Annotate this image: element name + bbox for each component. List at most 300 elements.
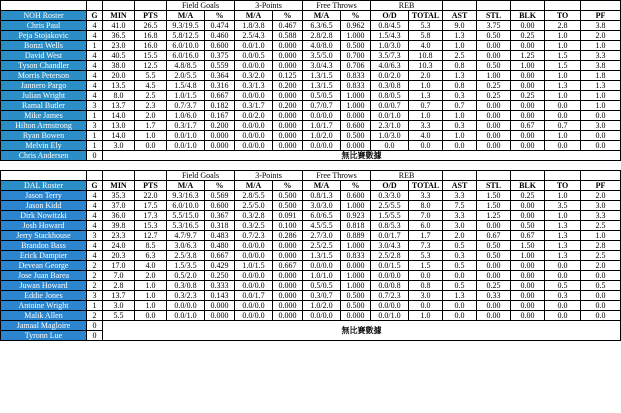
stat-cell: 8.0 (409, 201, 443, 211)
stat-cell: 0.0/0.0 (235, 61, 273, 71)
stat-cell: 0.7/3.7 (167, 101, 205, 111)
stat-cell: 10.3 (409, 61, 443, 71)
stat-cell: 4 (87, 211, 103, 221)
stat-cell: 0.0 (443, 271, 477, 281)
group-3-points: 3-Points (235, 171, 303, 181)
player-name: Jerry Stackhouse (1, 231, 87, 241)
stat-cell: 0.0 (545, 111, 581, 121)
column-header: M/A (167, 181, 205, 191)
stat-cell: 2.5 (581, 221, 621, 231)
stat-cell: 8.5 (135, 241, 167, 251)
stat-cell: 0.0/0.0 (303, 141, 341, 151)
column-header: % (273, 11, 303, 21)
column-header: TOTAL (409, 11, 443, 21)
column-header: M/A (235, 11, 273, 21)
player-name: Ryan Bowen (1, 131, 87, 141)
stat-cell: 3.0 (443, 221, 477, 231)
stat-cell: 0.3 (443, 91, 477, 101)
column-header: MIN (103, 11, 135, 21)
player-name: Morris Peterson (1, 71, 87, 81)
stat-cell: 3.0/4.3 (371, 241, 409, 251)
stat-cell: 0.00 (511, 201, 545, 211)
stat-cell: 2.3 (135, 101, 167, 111)
team-spacer (1, 161, 621, 171)
stat-cell: 0.67 (477, 231, 511, 241)
stat-cell: 0.8/0.5 (371, 91, 409, 101)
stat-cell: 0.0/1.0 (167, 141, 205, 151)
stat-cell: 1 (87, 131, 103, 141)
stat-cell: 3.0 (103, 141, 135, 151)
stat-cell: 1.3/1.5 (303, 81, 341, 91)
stat-cell: 1.5 (545, 51, 581, 61)
stat-cell: 1.25 (477, 211, 511, 221)
stat-cell: 1.000 (341, 281, 371, 291)
stat-cell: 3.5/7.3 (371, 51, 409, 61)
stat-cell: 4.5/5.5 (303, 221, 341, 231)
stat-cell: 2.8/2.8 (303, 31, 341, 41)
table-row (1, 81, 621, 91)
stat-cell: 1 (87, 141, 103, 151)
stat-cell: 0.500 (273, 201, 303, 211)
stat-cell: 0.00 (511, 21, 545, 31)
stat-cell: 24.0 (103, 241, 135, 251)
player-name: Dirk Nowitzki (1, 211, 87, 221)
column-header: % (273, 181, 303, 191)
stat-cell: 0.0 (135, 141, 167, 151)
stat-cell: 3.3 (443, 191, 477, 201)
column-header: AST (443, 181, 477, 191)
stat-cell: 36.5 (103, 31, 135, 41)
stat-cell: 2.8 (581, 241, 621, 251)
stat-cell: 0.500 (341, 41, 371, 51)
stat-cell: 0.286 (273, 231, 303, 241)
column-header: G (87, 11, 103, 21)
stat-cell: 0.5/0.5 (303, 91, 341, 101)
column-header-row (1, 181, 621, 191)
stat-cell: 0.167 (205, 111, 235, 121)
stat-cell: 39.8 (103, 221, 135, 231)
stat-cell: 4.8/8.5 (167, 61, 205, 71)
stat-cell: 13.5 (103, 81, 135, 91)
stat-cell: 0.0/1.5 (371, 261, 409, 271)
player-name: Malik Allen (1, 311, 87, 321)
stat-cell: 0.000 (273, 41, 303, 51)
stat-cell: 1.0 (545, 71, 581, 81)
stat-cell: 1.3/1.5 (303, 251, 341, 261)
stat-cell: 1.000 (341, 91, 371, 101)
stat-cell: 5.5 (135, 71, 167, 81)
stat-cell: 2.0 (409, 71, 443, 81)
stat-cell: 0.000 (273, 241, 303, 251)
stat-cell: 1.3/1.5 (303, 71, 341, 81)
games-cell: 0 (87, 321, 103, 331)
stat-cell: 0.600 (341, 121, 371, 131)
stat-cell: 10.8 (409, 51, 443, 61)
stat-cell: 0.923 (341, 211, 371, 221)
stat-cell: 0.3/0.7 (303, 291, 341, 301)
table-row (1, 251, 621, 261)
stat-cell: 1.7 (409, 231, 443, 241)
blank-cell (545, 1, 581, 11)
stat-cell: 1.0 (409, 111, 443, 121)
stat-cell: 17.5 (135, 201, 167, 211)
column-header: PF (581, 181, 621, 191)
stat-cell: 0.889 (341, 231, 371, 241)
stat-cell: 22.0 (135, 191, 167, 201)
stat-cell: 0.5 (581, 281, 621, 291)
stat-cell: 0.0 (545, 141, 581, 151)
stat-cell: 2.8 (103, 281, 135, 291)
blank-cell (511, 1, 545, 11)
player-name: Devean George (1, 261, 87, 271)
stat-cell: 0.0 (545, 101, 581, 111)
stat-cell: 2.5 (581, 251, 621, 261)
stat-cell: 0.0/2.0 (235, 111, 273, 121)
player-name: Juwan Howard (1, 281, 87, 291)
column-header: G (87, 181, 103, 191)
stat-cell: 0.000 (341, 261, 371, 271)
stat-cell: 0.000 (273, 281, 303, 291)
stat-cell: 0.7/2.3 (235, 231, 273, 241)
stat-cell: 1.0/1.5 (235, 261, 273, 271)
stat-cell: 0.000 (273, 61, 303, 71)
stat-cell: 0.50 (477, 241, 511, 251)
player-name: Eddie Jones (1, 291, 87, 301)
stat-cell: 3.0/6.3 (167, 241, 205, 251)
stat-cell: 5.3 (409, 21, 443, 31)
stat-cell: 0.0/1.0 (167, 311, 205, 321)
stat-cell: 0.25 (477, 281, 511, 291)
stat-cell: 1.0 (545, 211, 581, 221)
blank-cell (443, 171, 477, 181)
stat-cell: 0.200 (273, 101, 303, 111)
blank-cell (477, 171, 511, 181)
stat-cell: 3.5/5.0 (303, 51, 341, 61)
column-header: M/A (167, 11, 205, 21)
blank-cell (443, 1, 477, 11)
stat-cell: 1.3 (545, 221, 581, 231)
table-row (1, 221, 621, 231)
stat-cell: 1 (87, 301, 103, 311)
table-row (1, 71, 621, 81)
stat-cell: 2.8/5.5 (235, 191, 273, 201)
stat-cell: 9.0 (443, 21, 477, 31)
stat-cell: 0.000 (273, 291, 303, 301)
column-header: M/A (303, 11, 341, 21)
stat-cell: 7.0 (409, 211, 443, 221)
stat-cell: 0.000 (273, 111, 303, 121)
stat-cell: 1.3 (443, 291, 477, 301)
stat-cell: 0.00 (511, 81, 545, 91)
stat-cell: 6.3/6.5 (303, 21, 341, 31)
group-free-throws: Free Throws (303, 1, 371, 11)
stat-cell: 16.0 (135, 41, 167, 51)
stat-cell: 1.8/3.8 (235, 21, 273, 31)
table-row (1, 311, 621, 321)
stat-cell: 5.8/12.5 (167, 31, 205, 41)
stat-cell: 0.0 (371, 141, 409, 151)
stat-cell: 0.00 (477, 311, 511, 321)
stat-cell: 0.000 (205, 131, 235, 141)
stat-cell: 0.00 (511, 301, 545, 311)
player-name: Chris Paul (1, 21, 87, 31)
stat-cell: 1.0 (545, 131, 581, 141)
stat-cell: 0.0 (581, 301, 621, 311)
stat-cell: 4.0 (409, 41, 443, 51)
stat-cell: 1.0/1.0 (303, 271, 341, 281)
stat-cell: 1 (87, 41, 103, 51)
stat-cell: 0.3/0.8 (167, 281, 205, 291)
player-name: Melvin Ely (1, 141, 87, 151)
stat-cell: 3.5 (545, 201, 581, 211)
stat-cell: 3 (87, 121, 103, 131)
stat-cell: 0.50 (477, 61, 511, 71)
stat-cell: 1.50 (511, 241, 545, 251)
stat-cell: 1.3 (545, 81, 581, 91)
column-header: M/A (235, 181, 273, 191)
stat-cell: 0.7 (409, 101, 443, 111)
stat-cell: 4 (87, 221, 103, 231)
stat-cell: 2.7/3.0 (303, 231, 341, 241)
stat-cell: 6.0/10.0 (167, 201, 205, 211)
stat-cell: 1.8 (581, 71, 621, 81)
stat-cell: 13.7 (103, 291, 135, 301)
stat-cell: 0.8 (443, 61, 477, 71)
player-name: Bonzi Wells (1, 41, 87, 51)
stat-cell: 0.25 (477, 91, 511, 101)
no-game-data-label: 無比賽數據 (103, 151, 621, 161)
stat-cell: 1.0 (443, 131, 477, 141)
stat-cell: 0.7 (443, 101, 477, 111)
stat-cell: 2.5/5.0 (235, 201, 273, 211)
stat-cell: 0.000 (205, 301, 235, 311)
stat-cell: 0.200 (273, 81, 303, 91)
stat-cell: 0.0/0.0 (235, 271, 273, 281)
column-header: TO (545, 181, 581, 191)
table-row (1, 141, 621, 151)
player-name: Josh Howard (1, 221, 87, 231)
stat-cell: 0.25 (511, 191, 545, 201)
stat-cell: 1.50 (477, 191, 511, 201)
stat-cell: 0.316 (205, 81, 235, 91)
stat-cell: 4.0/6.3 (371, 61, 409, 71)
table-row (1, 91, 621, 101)
stat-cell: 0.0 (581, 141, 621, 151)
group-free-throws: Free Throws (303, 171, 371, 181)
stat-cell: 2.0 (581, 261, 621, 271)
stat-cell: 1.0 (581, 231, 621, 241)
stat-cell: 0.0/0.0 (371, 271, 409, 281)
column-header: % (205, 11, 235, 21)
stat-cell: 15.5 (135, 51, 167, 61)
stat-cell: 0.364 (205, 71, 235, 81)
table-row (1, 191, 621, 201)
stat-cell: 2 (87, 271, 103, 281)
blank-cell (87, 1, 103, 11)
stat-cell: 0.000 (273, 141, 303, 151)
stat-cell: 2.5/2.8 (371, 251, 409, 261)
stat-cell: 6.0/6.5 (303, 211, 341, 221)
stat-cell: 4.0/8.0 (303, 41, 341, 51)
stat-cell: 1.3 (443, 71, 477, 81)
stat-cell: 0.25 (511, 31, 545, 41)
player-name: Hilton Armstrong (1, 121, 87, 131)
stat-cell: 6.0 (409, 221, 443, 231)
stat-cell: 0.67 (511, 231, 545, 241)
stat-cell: 17.3 (135, 211, 167, 221)
stat-cell: 12.5 (135, 61, 167, 71)
stat-cell: 0.000 (341, 141, 371, 151)
stat-cell: 0.833 (341, 251, 371, 261)
stat-cell: 20.3 (103, 251, 135, 261)
stat-cell: 0.3 (443, 121, 477, 131)
column-header: BLK (511, 11, 545, 21)
stat-cell: 1.0/3.0 (371, 41, 409, 51)
stat-cell: 0.0 (545, 271, 581, 281)
player-name: Jason Kidd (1, 201, 87, 211)
stat-cell: 0.00 (511, 71, 545, 81)
blank-cell (103, 1, 135, 11)
stat-cell: 0.000 (273, 121, 303, 131)
stat-cell: 8.0 (103, 91, 135, 101)
player-name: Jose Juan Barea (1, 271, 87, 281)
stat-cell: 0.5/2.0 (167, 271, 205, 281)
stat-cell: 0.0/1.7 (235, 291, 273, 301)
stat-cell: 0.0/0.0 (167, 301, 205, 311)
stat-cell: 0.0/0.0 (235, 91, 273, 101)
stat-cell: 0.0 (545, 301, 581, 311)
player-name: Tyson Chandler (1, 61, 87, 71)
column-header-row (1, 11, 621, 21)
stat-cell: 13.7 (103, 101, 135, 111)
table-row (1, 301, 621, 311)
stat-cell: 0.833 (341, 71, 371, 81)
column-header: PTS (135, 11, 167, 21)
table-row (1, 31, 621, 41)
stat-cell: 12.7 (135, 231, 167, 241)
stat-cell: 0.000 (273, 51, 303, 61)
stat-cell: 1.0 (135, 291, 167, 301)
stat-cell: 1.000 (341, 241, 371, 251)
blank-cell (1, 1, 87, 11)
stat-cell: 0.000 (205, 141, 235, 151)
stat-cell: 41.0 (103, 21, 135, 31)
stat-cell: 35.3 (103, 191, 135, 201)
stat-cell: 2.0 (581, 31, 621, 41)
player-name: Mike James (1, 111, 87, 121)
stat-cell: 3.3 (581, 51, 621, 61)
column-header: % (341, 181, 371, 191)
stat-cell: 0.3/1.7 (167, 121, 205, 131)
stat-cell: 0.0 (545, 261, 581, 271)
stat-cell: 3.3 (581, 211, 621, 221)
stat-cell: 1.0 (135, 131, 167, 141)
stat-cell: 0.483 (205, 231, 235, 241)
stat-cell: 6.0/16.0 (167, 51, 205, 61)
stat-cell: 5.3 (409, 251, 443, 261)
stat-cell: 0.250 (205, 271, 235, 281)
stat-group-header-row (1, 1, 621, 11)
stat-cell: 0.00 (477, 51, 511, 61)
stat-cell: 0.00 (511, 261, 545, 271)
stat-cell: 3.0 (409, 291, 443, 301)
stat-cell: 0.0/1.0 (371, 311, 409, 321)
stat-cell: 0.0/0.7 (371, 101, 409, 111)
stat-cell: 0.00 (511, 311, 545, 321)
stat-cell: 0.0 (581, 111, 621, 121)
stat-cell: 7.3 (409, 241, 443, 251)
stat-cell: 3.3 (443, 211, 477, 221)
stat-cell: 1.00 (511, 61, 545, 71)
stat-cell: 0.0/0.5 (235, 51, 273, 61)
table-row (1, 261, 621, 271)
stat-cell: 0.3/2.8 (235, 211, 273, 221)
stat-cell: 4 (87, 91, 103, 101)
blank-cell (135, 171, 167, 181)
stat-cell: 1.7 (135, 121, 167, 131)
stat-cell: 1.5/4.3 (371, 31, 409, 41)
blank-cell (545, 171, 581, 181)
stat-cell: 0.0/0.0 (235, 251, 273, 261)
stat-cell: 2 (87, 311, 103, 321)
stat-cell: 0.7/0.7 (303, 101, 341, 111)
stat-cell: 1.3 (545, 231, 581, 241)
dnp-row (1, 151, 621, 161)
stat-cell: 0.0/0.0 (235, 311, 273, 321)
stat-cell: 0.00 (477, 141, 511, 151)
player-name: Antoine Wright (1, 301, 87, 311)
stat-cell: 3.75 (477, 21, 511, 31)
stat-cell: 0.5 (443, 241, 477, 251)
stat-cell: 2.5 (443, 51, 477, 61)
stat-cell: 2.0 (443, 231, 477, 241)
blank-cell (581, 171, 621, 181)
stat-cell: 1.25 (511, 51, 545, 61)
column-header: MIN (103, 181, 135, 191)
stat-cell: 1.000 (341, 101, 371, 111)
stat-cell: 0.000 (273, 301, 303, 311)
stat-cell: 0.0/0.0 (235, 281, 273, 291)
stat-cell: 0.700 (341, 51, 371, 61)
stat-cell: 0.0/2.0 (371, 71, 409, 81)
stat-cell: 0.00 (477, 131, 511, 141)
stat-cell: 0.5 (443, 261, 477, 271)
stat-cell: 0.3/2.5 (235, 221, 273, 231)
stat-cell: 0.367 (205, 211, 235, 221)
stat-cell: 0.000 (341, 311, 371, 321)
stat-cell: 1.3 (409, 91, 443, 101)
stat-cell: 0.0/0.0 (235, 241, 273, 251)
stat-cell: 0.588 (273, 31, 303, 41)
table-row (1, 231, 621, 241)
stat-cell: 0.467 (273, 21, 303, 31)
stat-cell: 0.0 (443, 311, 477, 321)
stat-cell: 36.0 (103, 211, 135, 221)
stat-cell: 1.5 (545, 61, 581, 71)
stat-cell: 14.0 (103, 131, 135, 141)
stat-cell: 0.0 (581, 311, 621, 321)
player-name: Peja Stojakovic (1, 31, 87, 41)
stat-cell: 20.0 (103, 71, 135, 81)
stat-cell: 0.3/1.7 (235, 101, 273, 111)
stat-cell: 1.0/1.5 (167, 91, 205, 101)
stat-cell: 0.00 (511, 271, 545, 281)
stat-cell: 0.7 (545, 121, 581, 131)
stat-cell: 0.500 (341, 291, 371, 301)
column-header: AST (443, 11, 477, 21)
stat-cell: 4 (87, 61, 103, 71)
stat-cell: 1.0/2.0 (303, 131, 341, 141)
